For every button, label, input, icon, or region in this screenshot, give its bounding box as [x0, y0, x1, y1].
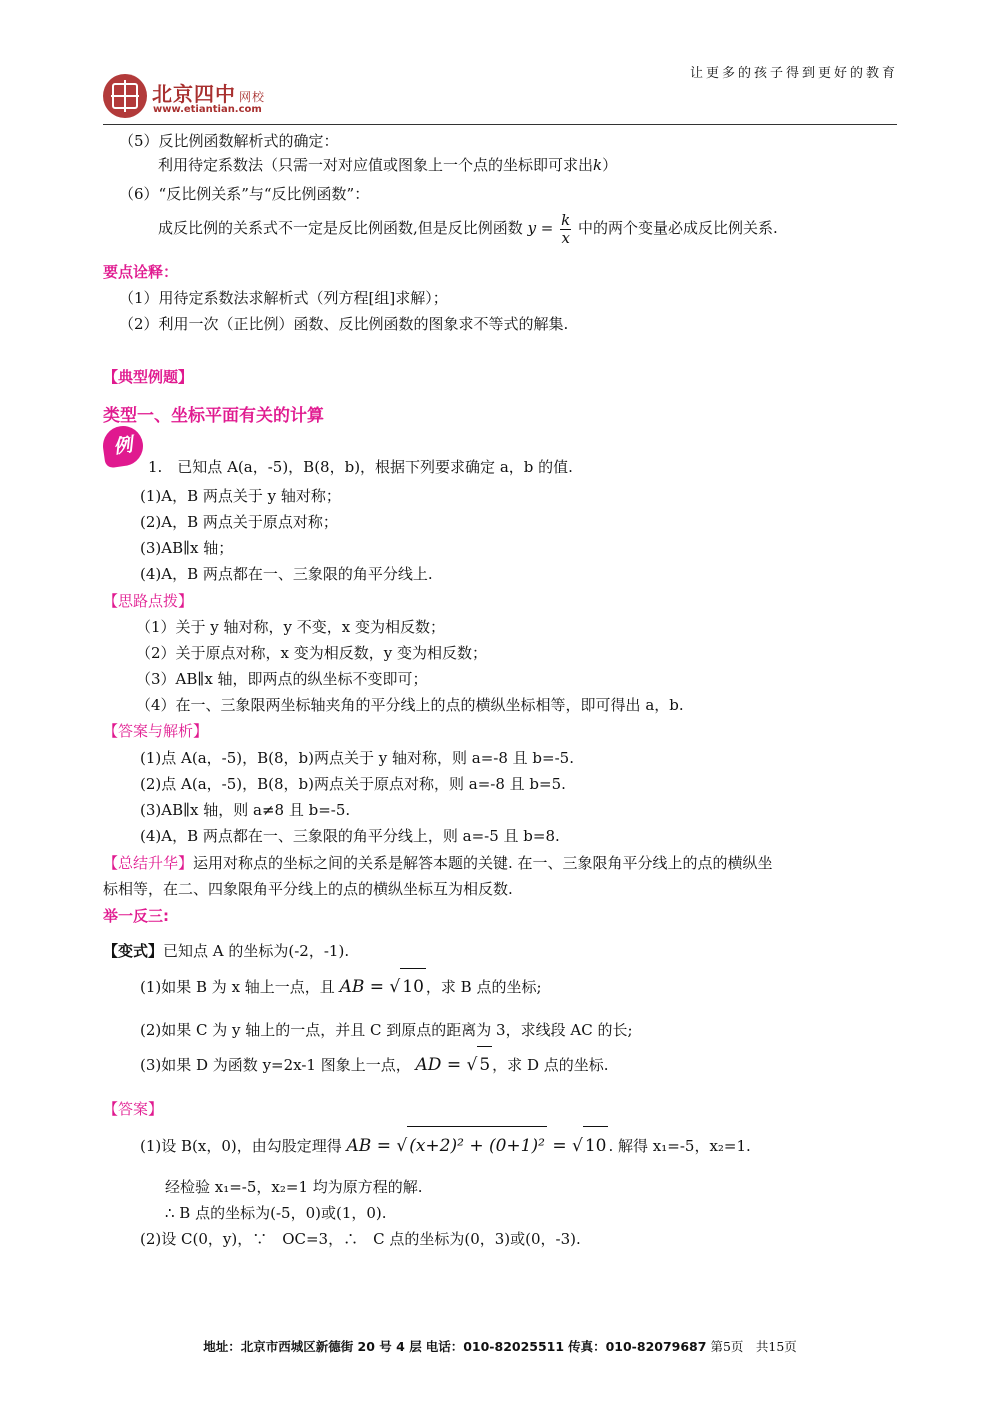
practice-heading: 举一反三: — [103, 907, 169, 925]
type1-heading: 类型一、坐标平面有关的计算 — [103, 406, 324, 426]
example1-part-1: (1)A，B 两点关于 y 轴对称； — [140, 487, 341, 505]
footer-fax: 010-82079687 — [605, 1339, 707, 1354]
function-lhs: y = — [527, 219, 554, 237]
header-divider — [103, 124, 897, 125]
summary-line-1: 【总结升华】运用对称点的坐标之间的关系是解答本题的关键. 在一、三象限角平分线上的点的横纵坐 — [103, 854, 773, 872]
logo-suffix: 网校 — [239, 90, 266, 104]
notes-item-1: （1）用待定系数法求解析式（列方程[组]求解）； — [119, 289, 448, 307]
logo — [103, 74, 278, 122]
summary-line-2: 标相等，在二、四象限角平分线上的点的横纵坐标互为相反数. — [103, 880, 513, 898]
variant-part-2: (2)如果 C 为 y 轴上的一点，并且 C 到原点的距离为 3，求线段 AC 的长; — [140, 1021, 633, 1039]
section5-title: （5）反比例函数解析式的确定： — [119, 132, 339, 150]
answer-item-3: (3)AB∥x 轴，则 a≠8 且 b=-5. — [140, 801, 351, 819]
notes-item-2: （2）利用一次（正比例）函数、反比例函数的图象求不等式的解集. — [119, 315, 569, 333]
hint-label: 【思路点拨】 — [103, 592, 194, 610]
summary-label: 【总结升华】 — [103, 854, 194, 872]
hint-item-3: （3）AB∥x 轴，即两点的纵坐标不变即可； — [136, 670, 428, 688]
notes-heading: 要点诠释： — [103, 263, 179, 281]
example-badge-icon: 例 — [100, 423, 145, 468]
hint-item-4: （4）在一、三象限两坐标轴夹角的平分线上的点的横纵坐标相等，即可得出 a，b. — [136, 696, 684, 714]
equation-pythagoras: AB = √ (x+2)² + (0+1)² = √ 10 — [347, 1136, 609, 1156]
footer-phone: 010-82025511 — [463, 1339, 565, 1354]
footer-address: 北京市西城区新德街 20 号 4 层 — [240, 1339, 422, 1354]
example1-stem: 1. 已知点 A(a，-5)，B(8，b)，根据下列要求确定 a，b 的值. — [148, 458, 573, 476]
section6-line: 成反比例的关系式不一定是反比例函数,但是反比例函数 y = $\frac{k}{x}$ 中的两个变量必成反比例关系. — [158, 210, 778, 247]
variant-part-1: (1)如果 B 为 x 轴上一点，且 AB = √ 10 ，求 B 点的坐标; — [140, 968, 542, 1005]
variant-answer-label: 【答案】 — [103, 1100, 164, 1118]
variant-answer-check: 经检验 x₁=-5，x₂=1 均为原方程的解. — [165, 1178, 423, 1196]
hint-item-2: （2）关于原点对称，x 变为相反数，y 变为相反数； — [136, 644, 488, 662]
footer-page-info: 第5页 共15页 — [710, 1339, 797, 1354]
variant-label: 【变式】 — [103, 942, 164, 960]
header-slogan: 让更多的孩子得到更好的教育 — [689, 66, 898, 81]
equation-ad: AD = √ 5 — [416, 1055, 493, 1075]
variant-answer-conclusion: ∴ B 点的坐标为(-5，0)或(1，0). — [165, 1204, 387, 1222]
answer-item-2: (2)点 A(a，-5)，B(8，b)两点关于原点对称，则 a=-8 且 b=5. — [140, 775, 566, 793]
example1-part-4: (4)A，B 两点都在一、三象限的角平分线上. — [140, 565, 433, 583]
answer-item-4: (4)A，B 两点都在一、三象限的角平分线上，则 a=-5 且 b=8. — [140, 827, 560, 845]
fraction-k-over-x: $\frac{k}{x}$ — [561, 210, 571, 247]
footer: 地址：北京市西城区新德街 20 号 4 层 电话：010-82025511 传真：010-82079687 第5页 共15页 — [203, 1339, 797, 1354]
equation-ab: AB = √ 10 — [340, 977, 426, 997]
logo-url: www.etiantian.com — [153, 104, 262, 115]
example1-part-3: (3)AB∥x 轴； — [140, 539, 234, 557]
answer-item-1: (1)点 A(a，-5)，B(8，b)两点关于 y 轴对称，则 a=-8 且 b=-5. — [140, 749, 574, 767]
hint-item-1: （1）关于 y 轴对称，y 不变，x 变为相反数； — [136, 618, 446, 636]
section5-line: 利用待定系数法（只需一对对应值或图象上一个点的坐标即可求出k） — [158, 156, 618, 174]
answer-label: 【答案与解析】 — [103, 722, 209, 740]
example1-part-2: (2)A，B 两点关于原点对称； — [140, 513, 338, 531]
logo-name: 北京四中 网校 — [152, 82, 266, 106]
variant-part-3: (3)如果 D 为函数 y=2x-1 图象上一点， AD = √ 5 ，求 D 点的坐标. — [140, 1046, 609, 1083]
variable-k: k — [593, 156, 603, 174]
variant-answer-2: (2)设 C(0，y)，∵ OC=3，∴ C 点的坐标为(0，3)或(0，-3). — [140, 1230, 581, 1248]
logo-emblem-icon — [103, 74, 147, 118]
variant-answer-1: (1)设 B(x，0)，由勾股定理得 AB = √ (x+2)² + (0+1)² = √ 10 . 解得 x₁=-5，x₂=1. — [140, 1126, 751, 1165]
variant-stem: 【变式】已知点 A 的坐标为(-2，-1). — [103, 942, 350, 960]
section6-title: （6）“反比例关系”与“反比例函数”： — [119, 185, 370, 203]
examples-heading: 【典型例题】 — [103, 368, 194, 386]
